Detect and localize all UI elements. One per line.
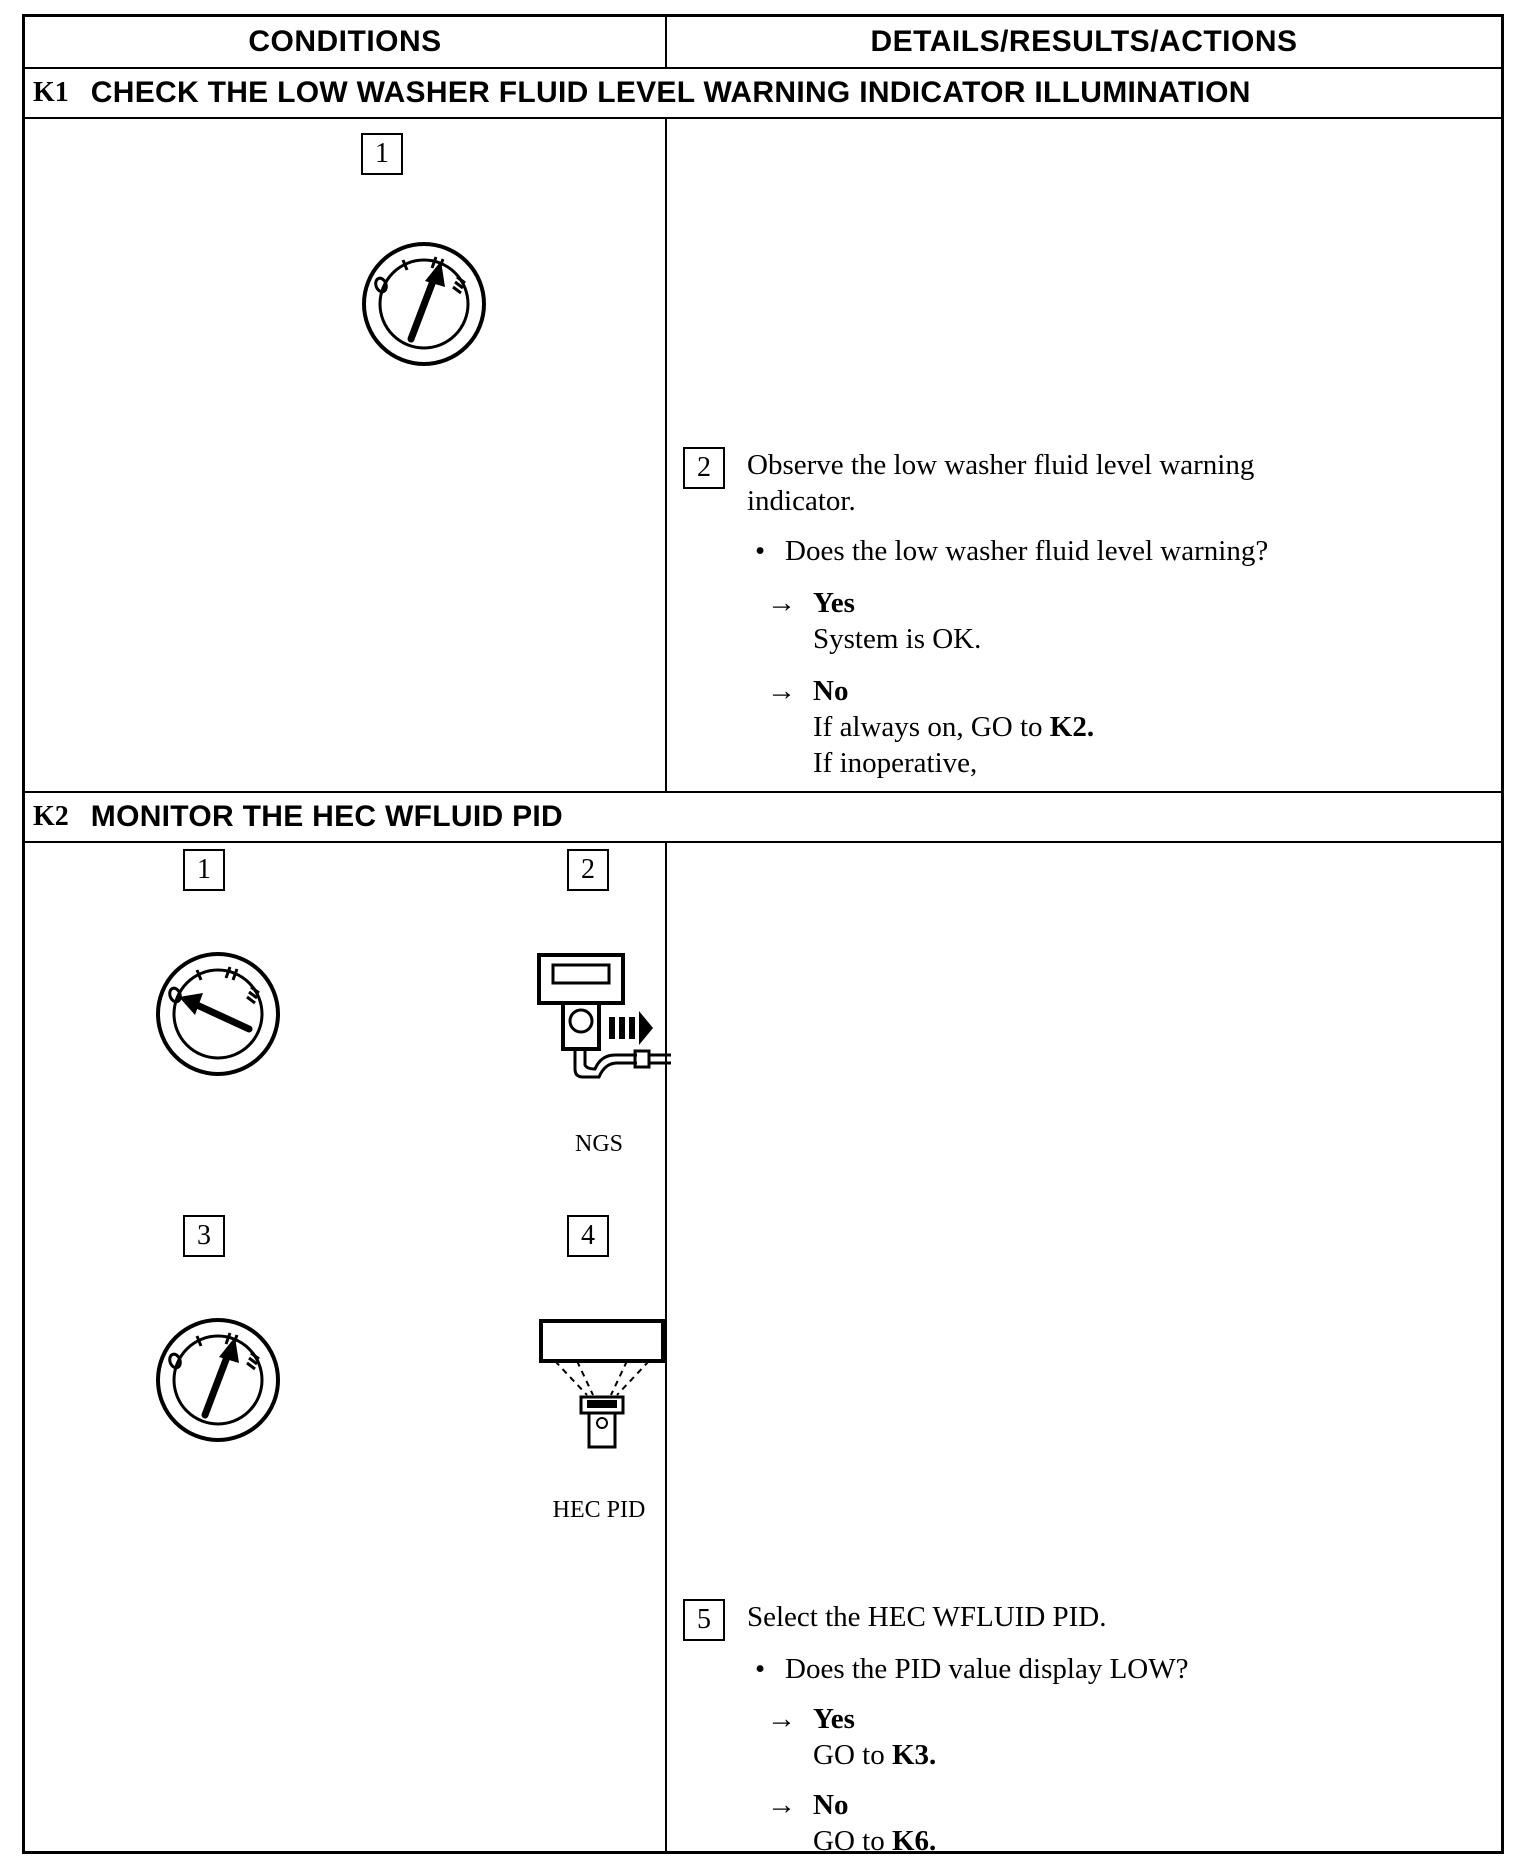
ignition-switch-run-icon [153,1315,283,1445]
section-heading: CHECK THE LOW WASHER FLUID LEVEL WARNING INDICATOR ILLUMINATION [90,76,1251,109]
column-header-conditions: CONDITIONS [248,25,442,58]
ngs-tester-connect-icon [535,951,685,1091]
section-title-k1 [33,69,1251,117]
goto-reference: K2. [1049,711,1095,743]
step-number-box: 5 [683,1599,725,1641]
k2-action-block: 5 Select the HEC WFLUID PID. • Does the PID value display LOW? → Yes GO to K3. → No GO to K6. [673,1599,1493,1849]
arrow-right-icon: → [767,675,796,707]
step-number-box: 1 [361,133,403,175]
k1-action-block: 2 Observe the low washer fluid level warning indicator. • Does the low washer fluid level warning? → Yes System is OK. → No If always on, GO to K2. If inoperative, [673,447,1493,787]
k1-title-rule [25,117,1501,119]
step-number-box: 1 [183,849,225,891]
section-id: K1 [33,77,69,108]
bullet-icon: • [755,1653,766,1685]
ignition-switch-run-icon [359,239,489,369]
action-instruction: Select the HEC WFLUID PID. [747,1601,1107,1633]
step-number-box: 2 [567,849,609,891]
arrow-right-icon: → [767,587,796,619]
k2-title-rule [25,841,1501,843]
figure-caption: NGS [574,1131,623,1157]
step-number-box: 4 [567,1215,609,1257]
arrow-right-icon: → [767,1789,796,1821]
step-number-box: 3 [183,1215,225,1257]
goto-reference: K3. [891,1739,937,1771]
diagnostic-table [22,14,1504,1857]
goto-reference: K6. [891,1825,937,1857]
section-id: K2 [33,801,69,832]
section-title-k2 [33,793,563,841]
hec-pid-display-icon [537,1317,667,1457]
step-number-box: 2 [683,447,725,489]
action-instruction: Observe the low washer fluid level warning indicator. [747,449,1255,517]
header-divider [665,17,667,67]
column-header-details: DETAILS/RESULTS/ACTIONS [870,25,1298,58]
figure-caption: HEC PID [552,1497,646,1523]
ignition-switch-off-icon [153,949,283,1079]
bullet-icon: • [755,535,766,567]
k1-column-divider [665,117,667,791]
section-heading: MONITOR THE HEC WFLUID PID [90,800,564,833]
arrow-right-icon: → [767,1703,796,1735]
